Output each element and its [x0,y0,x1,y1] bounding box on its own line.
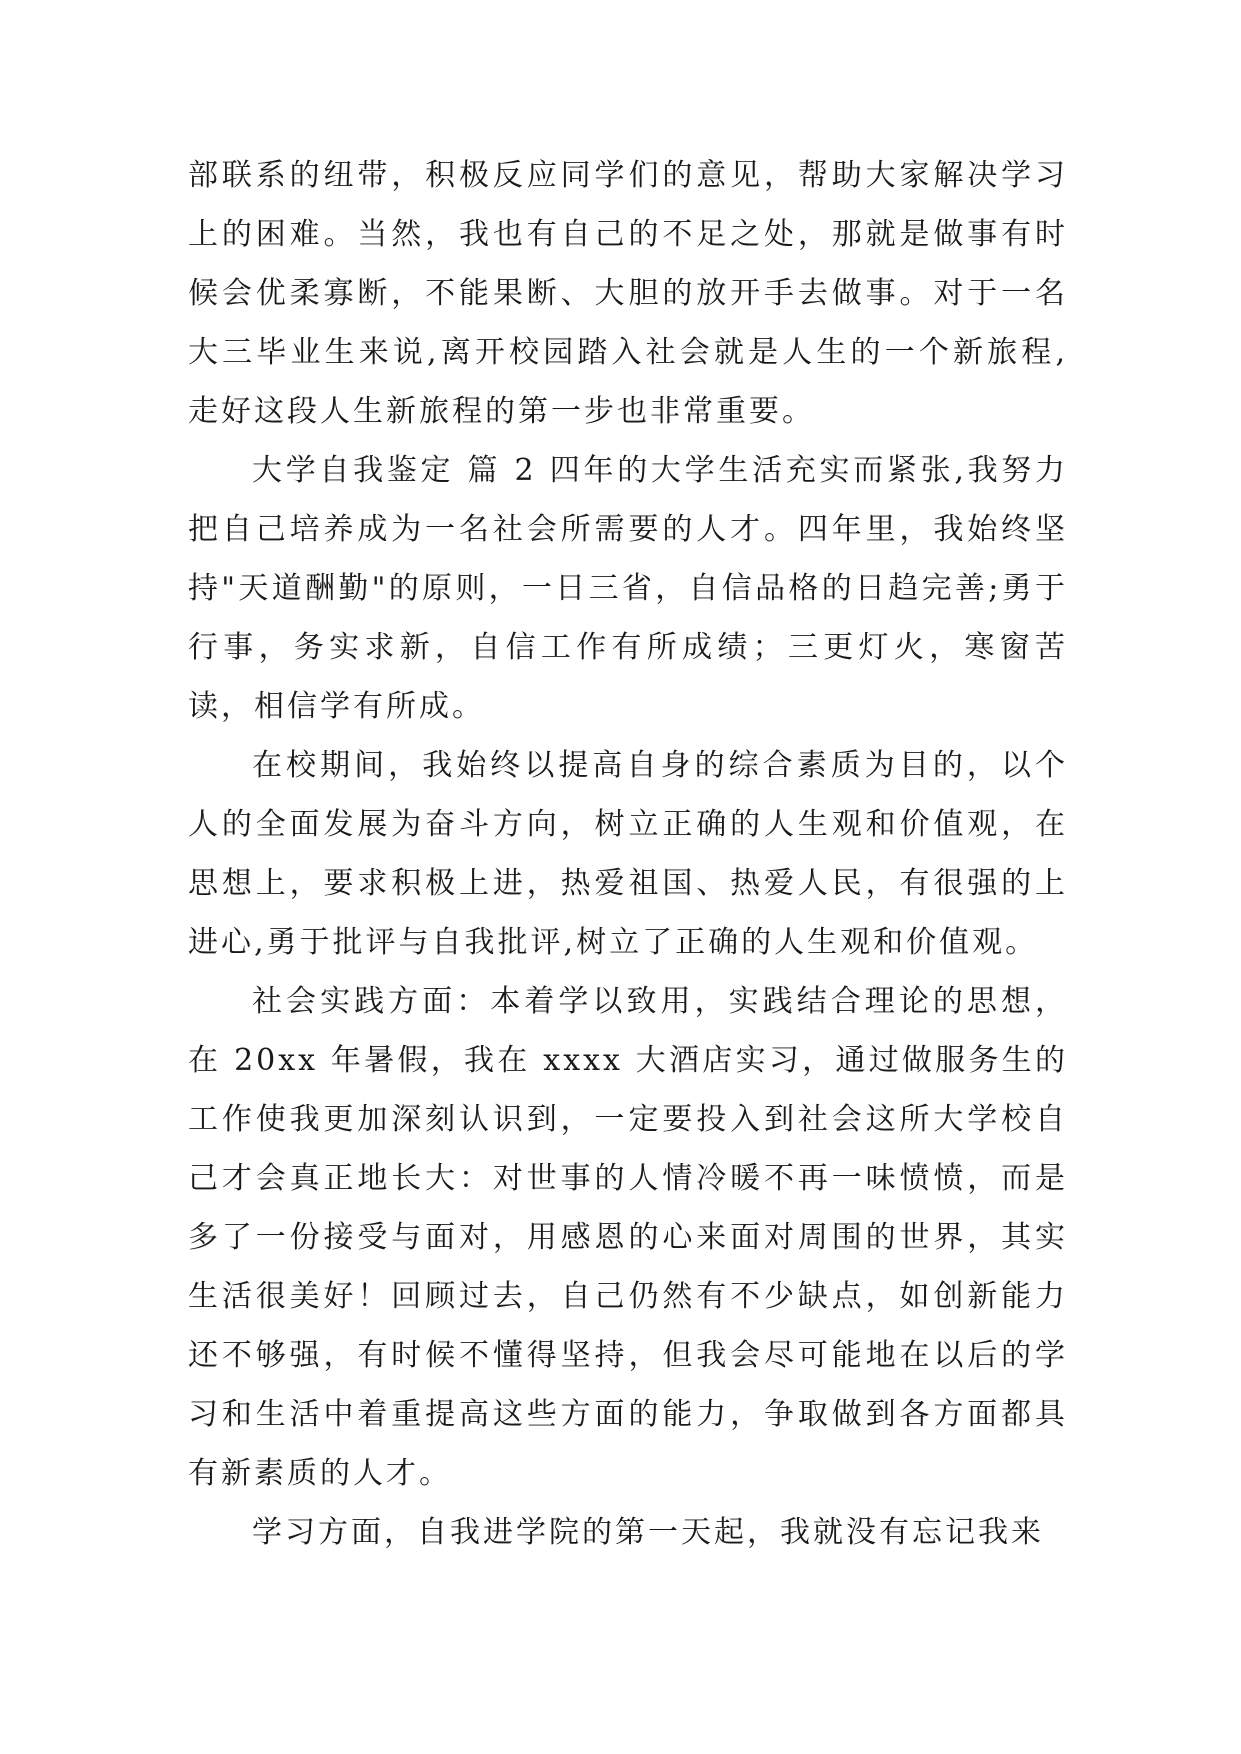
paragraph-3: 在校期间，我始终以提高自身的综合素质为目的，以个人的全面发展为奋斗方向，树立正确的人生观和价值观，在思想上，要求积极上进，热爱祖国、热爱人民，有很强的上进心,勇于批评与自我批评,树立了正确的人生观和价值观。 [188,748,1068,960]
paragraph-4: 社会实践方面：本着学以致用，实践结合理论的思想，在 20xx 年暑假，我在 xxxx 大酒店实习，通过做服务生的工作使我更加深刻认识到，一定要投入到社会这所大学校自己才会真正地长大：对世事的人情冷暖不再一味愤愤，而是多了一份接受与面对，用感恩的心来面对周围的世界，其实生活很美好！回顾过去，自己仍然有不少缺点，如创新能力还不够强，有时候不懂得坚持，但我会尽可能地在以后的学习和生活中着重提高这些方面的能力，争取做到各方面都具有新素质的人才。 [188,984,1068,1491]
paragraph-1: 部联系的纽带，积极反应同学们的意见，帮助大家解决学习上的困难。当然，我也有自己的不足之处，那就是做事有时候会优柔寡断，不能果断、大胆的放开手去做事。对于一名大三毕业生来说,离开校园踏入社会就是人生的一个新旅程,走好这段人生新旅程的第一步也非常重要。 [188,158,1068,429]
paragraph-2: 大学自我鉴定 篇 2 四年的大学生活充实而紧张,我努力把自己培养成为一名社会所需要的人才。四年里，我始终坚持"天道酬勤"的原则，一日三省，自信品格的日趋完善;勇于行事，务实求新，自信工作有所成绩；三更灯火，寒窗苦读，相信学有所成。 [188,453,1068,724]
document-body [188,146,1068,1562]
paragraph-5: 学习方面，自我进学院的第一天起，我就没有忘记我来 [252,1515,1044,1550]
